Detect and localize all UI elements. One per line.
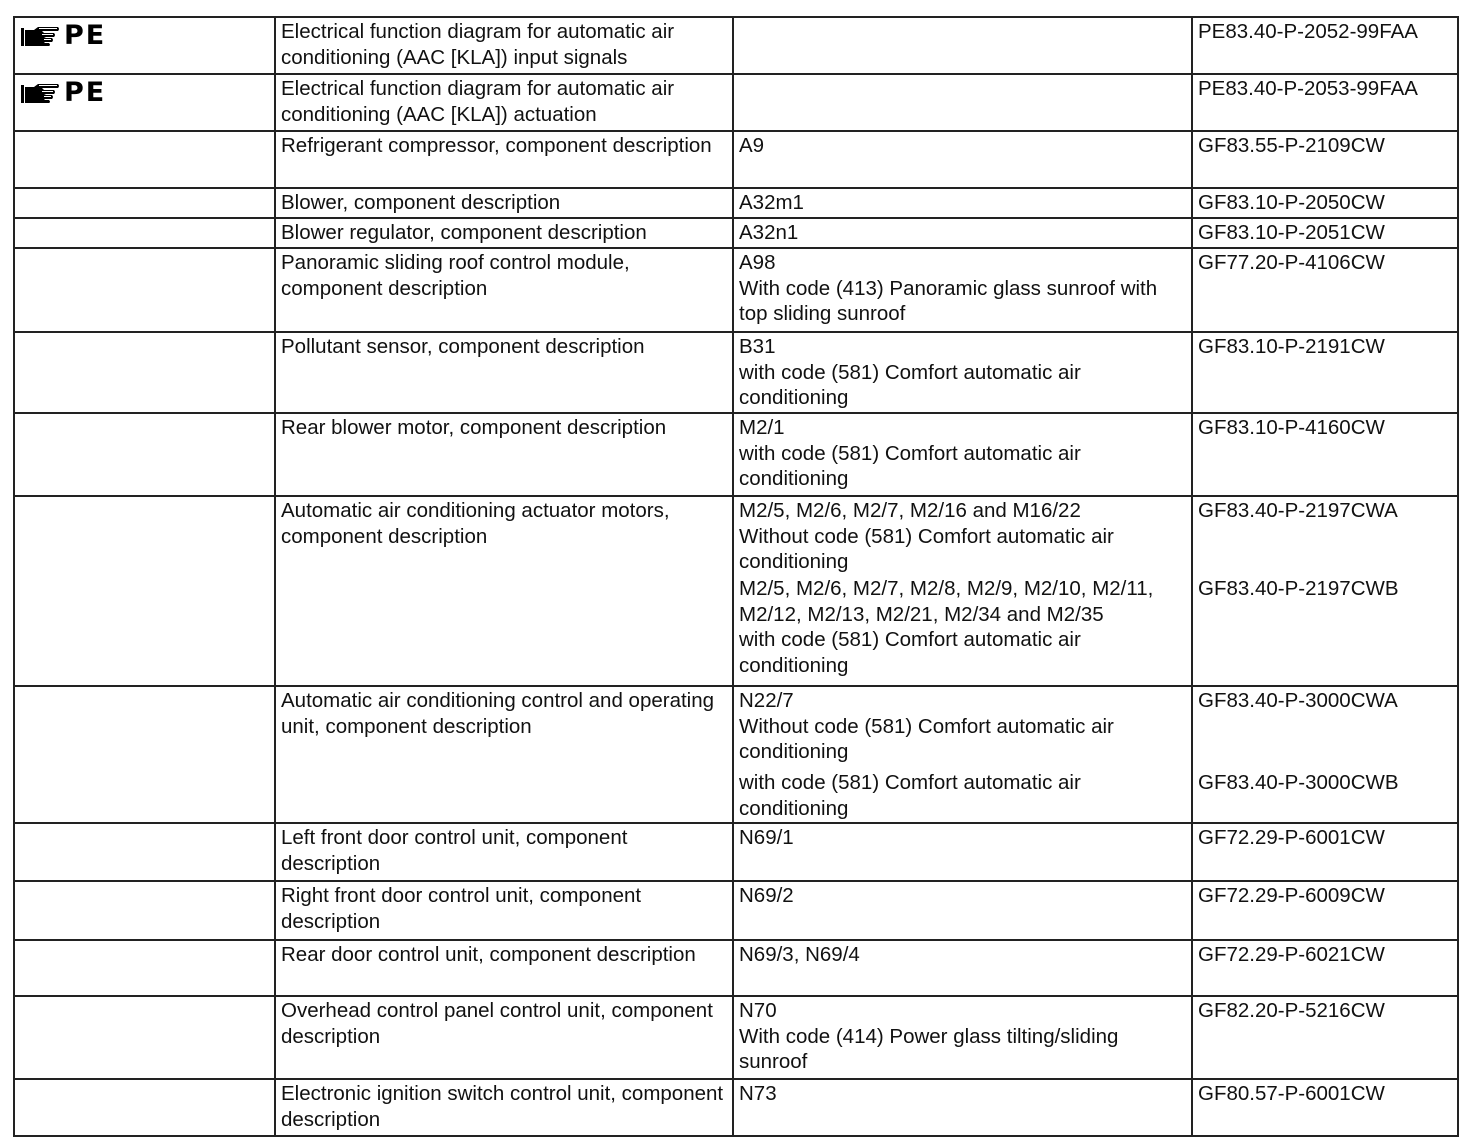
pe-reference-marker (20, 21, 106, 51)
component-condition: Without code (581) Comfort automatic air conditioning (739, 714, 1114, 763)
reference-cell (1192, 218, 1458, 248)
component-code: N22/7 (739, 689, 794, 712)
component-code: N73 (739, 1082, 777, 1105)
component-entry (739, 334, 1186, 411)
marker-cell (14, 17, 275, 74)
description-cell: Blower, component description (275, 188, 733, 218)
pe-label: PE (64, 20, 107, 51)
component-code: with code (581) Comfort automatic air conditioning (739, 771, 1081, 820)
table-row (14, 413, 1458, 496)
component-cell (733, 881, 1192, 940)
marker-cell (14, 74, 275, 131)
description-cell: Automatic air conditioning control and operating unit, component description (275, 686, 733, 823)
description-cell: Left front door control unit, component description (275, 823, 733, 881)
component-cell (733, 74, 1192, 131)
component-cell (733, 940, 1192, 996)
marker-cell (14, 218, 275, 248)
component-entry (739, 825, 1186, 851)
component-cell (733, 686, 1192, 823)
component-condition: with code (581) Comfort automatic air conditioning (739, 628, 1081, 677)
document-reference: GF83.40-P-3000CWB (1198, 771, 1399, 794)
marker-cell (14, 496, 275, 686)
reference-cell (1192, 496, 1458, 686)
table-body (14, 17, 1458, 1136)
component-cell (733, 823, 1192, 881)
description-cell: Electrical function diagram for automatic air conditioning (AAC [KLA]) input signals (275, 17, 733, 74)
description-cell: Electronic ignition switch control unit, component description (275, 1079, 733, 1136)
description-cell: Electrical function diagram for automatic air conditioning (AAC [KLA]) actuation (275, 74, 733, 131)
component-code: N69/2 (739, 884, 794, 907)
table-row (14, 823, 1458, 881)
table-row (14, 74, 1458, 131)
reference-cell (1192, 823, 1458, 881)
document-reference: GF83.10-P-2050CW (1198, 191, 1385, 214)
marker-cell (14, 413, 275, 496)
reference-cell (1192, 413, 1458, 496)
component-condition: with code (581) Comfort automatic air conditioning (739, 360, 1081, 409)
component-condition: Without code (581) Comfort automatic air conditioning (739, 524, 1114, 573)
component-entry (739, 415, 1186, 492)
table-row (14, 332, 1458, 413)
marker-cell (14, 131, 275, 188)
document-reference: GF83.10-P-4160CW (1198, 416, 1385, 439)
component-cell (733, 188, 1192, 218)
marker-cell (14, 996, 275, 1079)
component-entry (739, 1081, 1186, 1107)
component-cell (733, 413, 1192, 496)
document-reference: GF83.10-P-2191CW (1198, 335, 1385, 358)
component-entry (739, 576, 1186, 678)
component-cell (733, 17, 1192, 74)
table-row (14, 686, 1458, 823)
marker-cell (14, 881, 275, 940)
component-entry (739, 190, 1186, 216)
component-cell (733, 1079, 1192, 1136)
component-entry (739, 688, 1186, 770)
component-code: M2/5, M2/6, M2/7, M2/16 and M16/22 (739, 499, 1081, 522)
component-code: M2/5, M2/6, M2/7, M2/8, M2/9, M2/10, M2/11, M2/12, M2/13, M2/21, M2/34 and M2/35 (739, 577, 1154, 626)
document-reference: GF72.29-P-6009CW (1198, 884, 1385, 907)
reference-cell (1192, 188, 1458, 218)
marker-cell (14, 188, 275, 218)
component-code: B31 (739, 335, 776, 358)
component-condition: With code (414) Power glass tilting/sliding sunroof (739, 1024, 1119, 1073)
document-reference: GF72.29-P-6001CW (1198, 826, 1385, 849)
table-row (14, 881, 1458, 940)
component-code: A98 (739, 251, 776, 274)
description-cell: Refrigerant compressor, component description (275, 131, 733, 188)
component-entry (739, 770, 1186, 821)
document-reference: GF83.10-P-2051CW (1198, 221, 1385, 244)
component-cell (733, 332, 1192, 413)
reference-cell (1192, 248, 1458, 332)
document-reference: GF83.40-P-2197CWB (1198, 577, 1399, 600)
description-cell: Right front door control unit, component description (275, 881, 733, 940)
component-cell (733, 131, 1192, 188)
component-code: M2/1 (739, 416, 785, 439)
document-reference: GF82.20-P-5216CW (1198, 999, 1385, 1022)
description-cell: Overhead control panel control unit, component description (275, 996, 733, 1079)
pointing-hand-icon (20, 23, 60, 49)
document-reference: PE83.40-P-2053-99FAA (1198, 77, 1418, 100)
table-row (14, 218, 1458, 248)
component-code: A32m1 (739, 191, 804, 214)
pointing-hand-icon (20, 80, 60, 106)
component-cell (733, 248, 1192, 332)
component-cell (733, 996, 1192, 1079)
reference-cell (1192, 74, 1458, 131)
description-cell: Automatic air conditioning actuator motors, component description (275, 496, 733, 686)
marker-cell (14, 248, 275, 332)
reference-cell (1192, 940, 1458, 996)
table-row (14, 496, 1458, 686)
document-reference: GF72.29-P-6021CW (1198, 943, 1385, 966)
table-row (14, 131, 1458, 188)
marker-cell (14, 686, 275, 823)
marker-cell (14, 1079, 275, 1136)
component-entry (739, 133, 1186, 159)
table-row (14, 940, 1458, 996)
component-entry (739, 220, 1186, 246)
component-entry (739, 883, 1186, 909)
pe-reference-marker (20, 78, 106, 108)
document-reference: GF83.55-P-2109CW (1198, 134, 1385, 157)
table-row (14, 188, 1458, 218)
reference-cell (1192, 881, 1458, 940)
component-cell (733, 496, 1192, 686)
component-entry (739, 250, 1186, 327)
pe-label: PE (64, 77, 107, 108)
component-condition: with code (581) Comfort automatic air conditioning (739, 441, 1081, 490)
component-code: A9 (739, 134, 765, 157)
document-reference: GF83.40-P-3000CWA (1198, 689, 1398, 712)
component-cell (733, 218, 1192, 248)
component-reference-table (13, 16, 1459, 1137)
document-reference: GF83.40-P-2197CWA (1198, 499, 1398, 522)
description-cell: Panoramic sliding roof control module, component description (275, 248, 733, 332)
document-reference: GF77.20-P-4106CW (1198, 251, 1385, 274)
table-row (14, 996, 1458, 1079)
reference-cell (1192, 131, 1458, 188)
component-condition: With code (413) Panoramic glass sunroof with top sliding sunroof (739, 276, 1158, 325)
reference-cell (1192, 332, 1458, 413)
marker-cell (14, 823, 275, 881)
marker-cell (14, 940, 275, 996)
component-code: N69/1 (739, 826, 794, 849)
document-reference: GF80.57-P-6001CW (1198, 1082, 1385, 1105)
table-row (14, 1079, 1458, 1136)
marker-cell (14, 332, 275, 413)
component-entry (739, 942, 1186, 968)
description-cell: Blower regulator, component description (275, 218, 733, 248)
reference-cell (1192, 686, 1458, 823)
description-cell: Rear blower motor, component description (275, 413, 733, 496)
component-code: N69/3, N69/4 (739, 943, 860, 966)
reference-cell (1192, 17, 1458, 74)
reference-cell (1192, 996, 1458, 1079)
table-row (14, 17, 1458, 74)
document-reference: PE83.40-P-2052-99FAA (1198, 20, 1418, 43)
table-row (14, 248, 1458, 332)
description-cell: Pollutant sensor, component description (275, 332, 733, 413)
description-cell: Rear door control unit, component description (275, 940, 733, 996)
reference-cell (1192, 1079, 1458, 1136)
component-entry (739, 498, 1186, 576)
component-entry (739, 998, 1186, 1075)
component-code: A32n1 (739, 221, 799, 244)
component-code: N70 (739, 999, 777, 1022)
